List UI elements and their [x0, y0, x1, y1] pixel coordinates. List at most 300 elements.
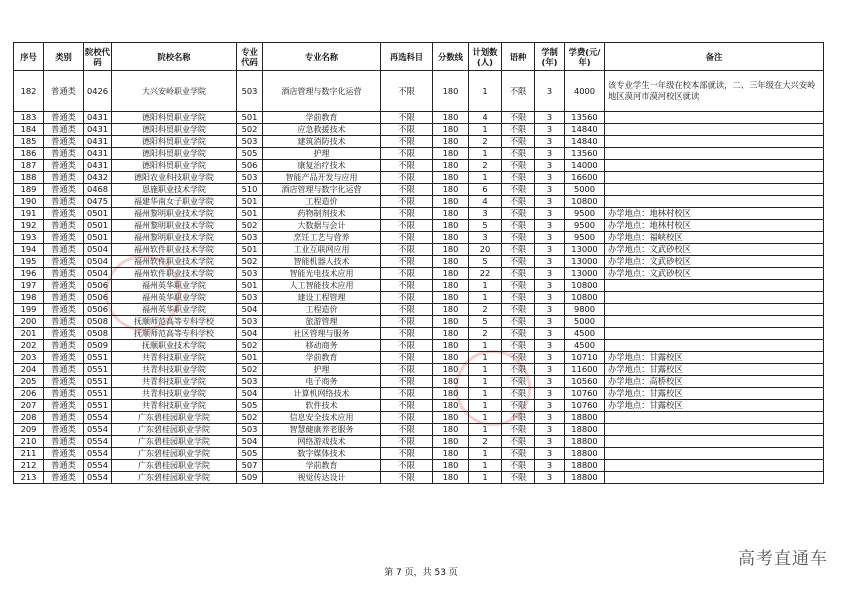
- table-cell: 普通类: [44, 184, 84, 196]
- table-cell: 504: [237, 328, 263, 340]
- table-cell: [605, 148, 824, 160]
- table-cell: 应急救援技术: [263, 124, 381, 136]
- table-cell: 14840: [565, 124, 605, 136]
- column-header: 备注: [605, 43, 824, 71]
- table-cell: 福州软件职业技术学院: [112, 244, 237, 256]
- table-cell: 普通类: [44, 256, 84, 268]
- table-cell: [605, 112, 824, 124]
- table-cell: 工程造价: [263, 196, 381, 208]
- table-cell: 503: [237, 424, 263, 436]
- table-cell: 普通类: [44, 244, 84, 256]
- table-cell: 18800: [565, 412, 605, 424]
- table-row: [14, 460, 824, 472]
- table-cell: 福州英华职业学院: [112, 292, 237, 304]
- table-cell: 康复治疗技术: [263, 160, 381, 172]
- table-cell: 普通类: [44, 172, 84, 184]
- table-cell: 不限: [502, 208, 535, 220]
- table-row: [14, 136, 824, 148]
- table-cell: 办学地点：甘露校区: [605, 400, 824, 412]
- table-cell: 501: [237, 196, 263, 208]
- table-cell: 2: [469, 436, 502, 448]
- table-cell: 507: [237, 460, 263, 472]
- table-cell: 学前教育: [263, 460, 381, 472]
- table-cell: 办学地点：甘露校区: [605, 352, 824, 364]
- table-cell: 1: [469, 172, 502, 184]
- table-cell: 3: [535, 71, 565, 112]
- table-cell: 办学地点：文武砂校区: [605, 256, 824, 268]
- column-header: 序号: [14, 43, 44, 71]
- table-cell: 199: [14, 304, 44, 316]
- table-cell: [605, 172, 824, 184]
- table-cell: 10760: [565, 400, 605, 412]
- table-cell: 503: [237, 136, 263, 148]
- table-cell: 506: [237, 160, 263, 172]
- table-cell: 0551: [84, 376, 112, 388]
- table-cell: 烹饪工艺与营养: [263, 232, 381, 244]
- table-cell: 普通类: [44, 388, 84, 400]
- table-row: [14, 376, 824, 388]
- table-cell: [605, 460, 824, 472]
- table-cell: 4500: [565, 340, 605, 352]
- table-cell: 工业互联网应用: [263, 244, 381, 256]
- table-cell: 503: [237, 232, 263, 244]
- table-cell: 普通类: [44, 424, 84, 436]
- table-cell: 502: [237, 364, 263, 376]
- table-cell: 503: [237, 268, 263, 280]
- table-cell: [605, 160, 824, 172]
- table-cell: 3: [535, 208, 565, 220]
- table-cell: 广东碧桂园职业学院: [112, 412, 237, 424]
- table-cell: 180: [433, 220, 469, 232]
- table-cell: 1: [469, 460, 502, 472]
- table-cell: 0554: [84, 424, 112, 436]
- table-cell: 不限: [502, 136, 535, 148]
- table-cell: 不限: [381, 460, 433, 472]
- table-cell: 3: [535, 328, 565, 340]
- table-cell: 普通类: [44, 412, 84, 424]
- table-cell: 共青科技职业学院: [112, 388, 237, 400]
- table-cell: 510: [237, 184, 263, 196]
- table-cell: 10560: [565, 376, 605, 388]
- table-cell: 德阳科贸职业学院: [112, 124, 237, 136]
- table-row: [14, 340, 824, 352]
- table-cell: 180: [433, 148, 469, 160]
- table-cell: 193: [14, 232, 44, 244]
- table-cell: 普通类: [44, 71, 84, 112]
- table-cell: 不限: [381, 364, 433, 376]
- table-cell: 不限: [502, 376, 535, 388]
- table-cell: 普通类: [44, 220, 84, 232]
- watermark-text: 高考直通车: [738, 549, 828, 569]
- table-cell: 数字媒体技术: [263, 448, 381, 460]
- table-cell: 普通类: [44, 304, 84, 316]
- table-cell: [605, 316, 824, 328]
- table-cell: [605, 472, 824, 484]
- table-cell: 不限: [381, 244, 433, 256]
- table-cell: 209: [14, 424, 44, 436]
- table-cell: [605, 196, 824, 208]
- table-cell: 1: [469, 400, 502, 412]
- table-cell: 3: [535, 376, 565, 388]
- table-cell: 3: [535, 148, 565, 160]
- table-cell: 普通类: [44, 436, 84, 448]
- table-cell: 192: [14, 220, 44, 232]
- table-cell: 办学地点：甘露校区: [605, 388, 824, 400]
- table-cell: 不限: [381, 436, 433, 448]
- table-cell: 10800: [565, 292, 605, 304]
- table-cell: 办学地点：文武砂校区: [605, 268, 824, 280]
- table-cell: 13000: [565, 244, 605, 256]
- table-cell: 180: [433, 172, 469, 184]
- table-cell: 201: [14, 328, 44, 340]
- table-cell: 酒店管理与数字化运营: [263, 184, 381, 196]
- table-cell: 普通类: [44, 292, 84, 304]
- column-header: 院校代码: [84, 43, 112, 71]
- table-cell: 1: [469, 472, 502, 484]
- table-cell: 0554: [84, 436, 112, 448]
- table-cell: 不限: [502, 388, 535, 400]
- table-cell: 3: [469, 232, 502, 244]
- table-cell: 207: [14, 400, 44, 412]
- table-cell: 0431: [84, 136, 112, 148]
- table-cell: 3: [469, 208, 502, 220]
- table-cell: 180: [433, 412, 469, 424]
- table-row: [14, 184, 824, 196]
- table-cell: 0554: [84, 460, 112, 472]
- table-cell: 不限: [381, 112, 433, 124]
- table-cell: 213: [14, 472, 44, 484]
- table-cell: 福州英华职业学院: [112, 280, 237, 292]
- table-cell: 180: [433, 136, 469, 148]
- table-cell: 普通类: [44, 460, 84, 472]
- table-cell: [605, 448, 824, 460]
- table-cell: 180: [433, 160, 469, 172]
- table-cell: 3: [535, 388, 565, 400]
- table-cell: 180: [433, 268, 469, 280]
- table-cell: 503: [237, 376, 263, 388]
- table-cell: 1: [469, 376, 502, 388]
- table-cell: [605, 340, 824, 352]
- table-cell: 共青科技职业学院: [112, 352, 237, 364]
- table-cell: 智能机器人技术: [263, 256, 381, 268]
- table-cell: 普通类: [44, 136, 84, 148]
- table-cell: 0501: [84, 208, 112, 220]
- table-row: [14, 436, 824, 448]
- table-cell: 502: [237, 256, 263, 268]
- table-cell: 198: [14, 292, 44, 304]
- table-cell: 办学地点：文武砂校区: [605, 244, 824, 256]
- table-cell: 3: [535, 316, 565, 328]
- column-header: 学费(元/年): [565, 43, 605, 71]
- table-cell: 抚顺师范高等专科学校: [112, 316, 237, 328]
- table-cell: 不限: [381, 400, 433, 412]
- table-cell: 0504: [84, 268, 112, 280]
- column-header: 学制(年): [535, 43, 565, 71]
- table-cell: 504: [237, 436, 263, 448]
- table-cell: 普通类: [44, 316, 84, 328]
- table-cell: 503: [237, 292, 263, 304]
- table-cell: 180: [433, 304, 469, 316]
- table-cell: 1: [469, 124, 502, 136]
- table-cell: 1: [469, 424, 502, 436]
- table-cell: 197: [14, 280, 44, 292]
- table-cell: 德阳科贸职业学院: [112, 112, 237, 124]
- table-cell: 不限: [381, 220, 433, 232]
- table-cell: 护理: [263, 148, 381, 160]
- table-cell: 不限: [381, 448, 433, 460]
- table-cell: 4000: [565, 71, 605, 112]
- table-cell: 不限: [381, 124, 433, 136]
- table-cell: 旅游管理: [263, 316, 381, 328]
- table-cell: 智能产品开发与应用: [263, 172, 381, 184]
- table-cell: 3: [535, 172, 565, 184]
- table-cell: 3: [535, 124, 565, 136]
- table-row: [14, 400, 824, 412]
- table-cell: 不限: [381, 412, 433, 424]
- table-cell: 不限: [502, 244, 535, 256]
- table-cell: 0508: [84, 328, 112, 340]
- table-cell: 1: [469, 292, 502, 304]
- table-cell: 1: [469, 412, 502, 424]
- table-cell: 普通类: [44, 376, 84, 388]
- table-cell: 共青科技职业学院: [112, 376, 237, 388]
- table-cell: 不限: [502, 112, 535, 124]
- table-cell: 16600: [565, 172, 605, 184]
- table-cell: 180: [433, 71, 469, 112]
- table-cell: 福州软件职业技术学院: [112, 256, 237, 268]
- table-cell: 0475: [84, 196, 112, 208]
- table-cell: 德阳科贸职业学院: [112, 136, 237, 148]
- table-cell: 502: [237, 340, 263, 352]
- table-cell: 不限: [502, 304, 535, 316]
- table-cell: 200: [14, 316, 44, 328]
- table-cell: 不限: [381, 472, 433, 484]
- table-cell: 183: [14, 112, 44, 124]
- table-cell: [605, 184, 824, 196]
- table-cell: 4: [469, 112, 502, 124]
- table-cell: 180: [433, 184, 469, 196]
- table-cell: 0431: [84, 160, 112, 172]
- table-cell: 5: [469, 256, 502, 268]
- table-cell: 501: [237, 208, 263, 220]
- table-cell: 不限: [381, 160, 433, 172]
- table-cell: 学前教育: [263, 112, 381, 124]
- table-cell: 不限: [381, 172, 433, 184]
- table-cell: 13000: [565, 256, 605, 268]
- table-cell: 10800: [565, 196, 605, 208]
- table-cell: 不限: [502, 220, 535, 232]
- table-cell: 普通类: [44, 232, 84, 244]
- table-row: [14, 364, 824, 376]
- table-row: [14, 244, 824, 256]
- table-cell: 福州黎明职业技术学院: [112, 208, 237, 220]
- table-cell: 3: [535, 448, 565, 460]
- table-cell: 208: [14, 412, 44, 424]
- table-cell: 办学地点：地林村校区: [605, 208, 824, 220]
- table-cell: [605, 424, 824, 436]
- table-cell: 509: [237, 472, 263, 484]
- table-cell: 0431: [84, 124, 112, 136]
- table-row: [14, 208, 824, 220]
- table-cell: 0554: [84, 412, 112, 424]
- table-cell: 184: [14, 124, 44, 136]
- table-cell: 9500: [565, 208, 605, 220]
- table-cell: 普通类: [44, 268, 84, 280]
- table-cell: 10800: [565, 280, 605, 292]
- table-cell: 180: [433, 460, 469, 472]
- column-header: 语种: [502, 43, 535, 71]
- table-cell: 3: [535, 268, 565, 280]
- table-cell: 普通类: [44, 448, 84, 460]
- column-header: 类别: [44, 43, 84, 71]
- table-cell: 3: [535, 424, 565, 436]
- table-cell: 0501: [84, 232, 112, 244]
- table-cell: 普通类: [44, 196, 84, 208]
- table-cell: 501: [237, 112, 263, 124]
- table-cell: 0551: [84, 400, 112, 412]
- table-cell: 180: [433, 208, 469, 220]
- table-cell: 0506: [84, 304, 112, 316]
- table-cell: 180: [433, 472, 469, 484]
- table-cell: 不限: [502, 280, 535, 292]
- table-cell: 203: [14, 352, 44, 364]
- table-cell: [605, 328, 824, 340]
- table-cell: 212: [14, 460, 44, 472]
- table-row: [14, 328, 824, 340]
- table-cell: 13000: [565, 268, 605, 280]
- table-cell: 505: [237, 448, 263, 460]
- table-cell: 0504: [84, 244, 112, 256]
- table-cell: 普通类: [44, 160, 84, 172]
- table-cell: 180: [433, 448, 469, 460]
- table-cell: 14840: [565, 136, 605, 148]
- table-cell: 14000: [565, 160, 605, 172]
- table-cell: 502: [237, 412, 263, 424]
- table-cell: 不限: [502, 352, 535, 364]
- table-cell: 普通类: [44, 340, 84, 352]
- table-cell: 3: [535, 304, 565, 316]
- table-header-row: [14, 43, 824, 71]
- table-cell: 不限: [381, 268, 433, 280]
- table-cell: 196: [14, 268, 44, 280]
- table-cell: 186: [14, 148, 44, 160]
- table-cell: 4500: [565, 328, 605, 340]
- table-cell: 3: [535, 460, 565, 472]
- column-header: 分数线: [433, 43, 469, 71]
- table-cell: 广东碧桂园职业学院: [112, 448, 237, 460]
- table-cell: 180: [433, 196, 469, 208]
- table-cell: 普通类: [44, 208, 84, 220]
- table-cell: 180: [433, 244, 469, 256]
- table-cell: 护理: [263, 364, 381, 376]
- table-row: [14, 316, 824, 328]
- table-cell: 9500: [565, 232, 605, 244]
- table-cell: 不限: [502, 412, 535, 424]
- table-cell: 180: [433, 376, 469, 388]
- table-cell: 工程造价: [263, 304, 381, 316]
- table-cell: 3: [535, 220, 565, 232]
- table-cell: 1: [469, 352, 502, 364]
- table-cell: 福州英华职业学院: [112, 304, 237, 316]
- table-row: [14, 232, 824, 244]
- table-cell: 福州黎明职业技术学院: [112, 220, 237, 232]
- table-cell: 180: [433, 388, 469, 400]
- table-row: [14, 71, 824, 112]
- table-cell: 普通类: [44, 364, 84, 376]
- table-cell: 3: [535, 160, 565, 172]
- table-cell: 3: [535, 196, 565, 208]
- table-row: [14, 220, 824, 232]
- page-number: 第 7 页，共 53 页: [384, 568, 458, 578]
- table-row: [14, 112, 824, 124]
- table-cell: 人工智能技术应用: [263, 280, 381, 292]
- table-cell: 180: [433, 364, 469, 376]
- table-cell: [605, 436, 824, 448]
- table-cell: 信息安全技术应用: [263, 412, 381, 424]
- table-cell: 505: [237, 400, 263, 412]
- table-cell: 建设工程管理: [263, 292, 381, 304]
- table-cell: 德阳农业科技职业学院: [112, 172, 237, 184]
- table-cell: 不限: [381, 388, 433, 400]
- table-cell: 180: [433, 292, 469, 304]
- table-cell: 不限: [381, 136, 433, 148]
- table-cell: 202: [14, 340, 44, 352]
- table-cell: 3: [535, 364, 565, 376]
- table-cell: 206: [14, 388, 44, 400]
- table-cell: 不限: [502, 472, 535, 484]
- table-cell: 不限: [502, 292, 535, 304]
- table-cell: 3: [535, 352, 565, 364]
- table-cell: 不限: [502, 328, 535, 340]
- table-cell: 9500: [565, 220, 605, 232]
- table-cell: 普通类: [44, 148, 84, 160]
- table-cell: 不限: [381, 292, 433, 304]
- table-cell: 软件技术: [263, 400, 381, 412]
- table-cell: 1: [469, 340, 502, 352]
- column-header: 专业名称: [263, 43, 381, 71]
- table-cell: 0501: [84, 220, 112, 232]
- table-cell: 电子商务: [263, 376, 381, 388]
- table-row: [14, 196, 824, 208]
- table-cell: 不限: [381, 71, 433, 112]
- table-cell: 195: [14, 256, 44, 268]
- table-cell: 2: [469, 304, 502, 316]
- table-cell: 不限: [381, 196, 433, 208]
- table-cell: 18800: [565, 424, 605, 436]
- table-cell: 不限: [502, 160, 535, 172]
- table-cell: 504: [237, 388, 263, 400]
- table-cell: 504: [237, 304, 263, 316]
- table-cell: 广东碧桂园职业学院: [112, 436, 237, 448]
- table-cell: 18800: [565, 436, 605, 448]
- table-cell: 广东碧桂园职业学院: [112, 460, 237, 472]
- table-cell: 不限: [502, 232, 535, 244]
- table-cell: 18800: [565, 448, 605, 460]
- table-cell: 不限: [381, 340, 433, 352]
- table-cell: 智能光电技术应用: [263, 268, 381, 280]
- table-cell: 0551: [84, 388, 112, 400]
- column-header: 再选科目: [381, 43, 433, 71]
- table-cell: 建筑消防技术: [263, 136, 381, 148]
- table-cell: 13560: [565, 148, 605, 160]
- table-cell: 恩施职业技术学院: [112, 184, 237, 196]
- table-cell: 0554: [84, 448, 112, 460]
- table-cell: 180: [433, 352, 469, 364]
- table-cell: 505: [237, 148, 263, 160]
- table-cell: 不限: [502, 316, 535, 328]
- table-cell: 3: [535, 340, 565, 352]
- table-cell: 502: [237, 124, 263, 136]
